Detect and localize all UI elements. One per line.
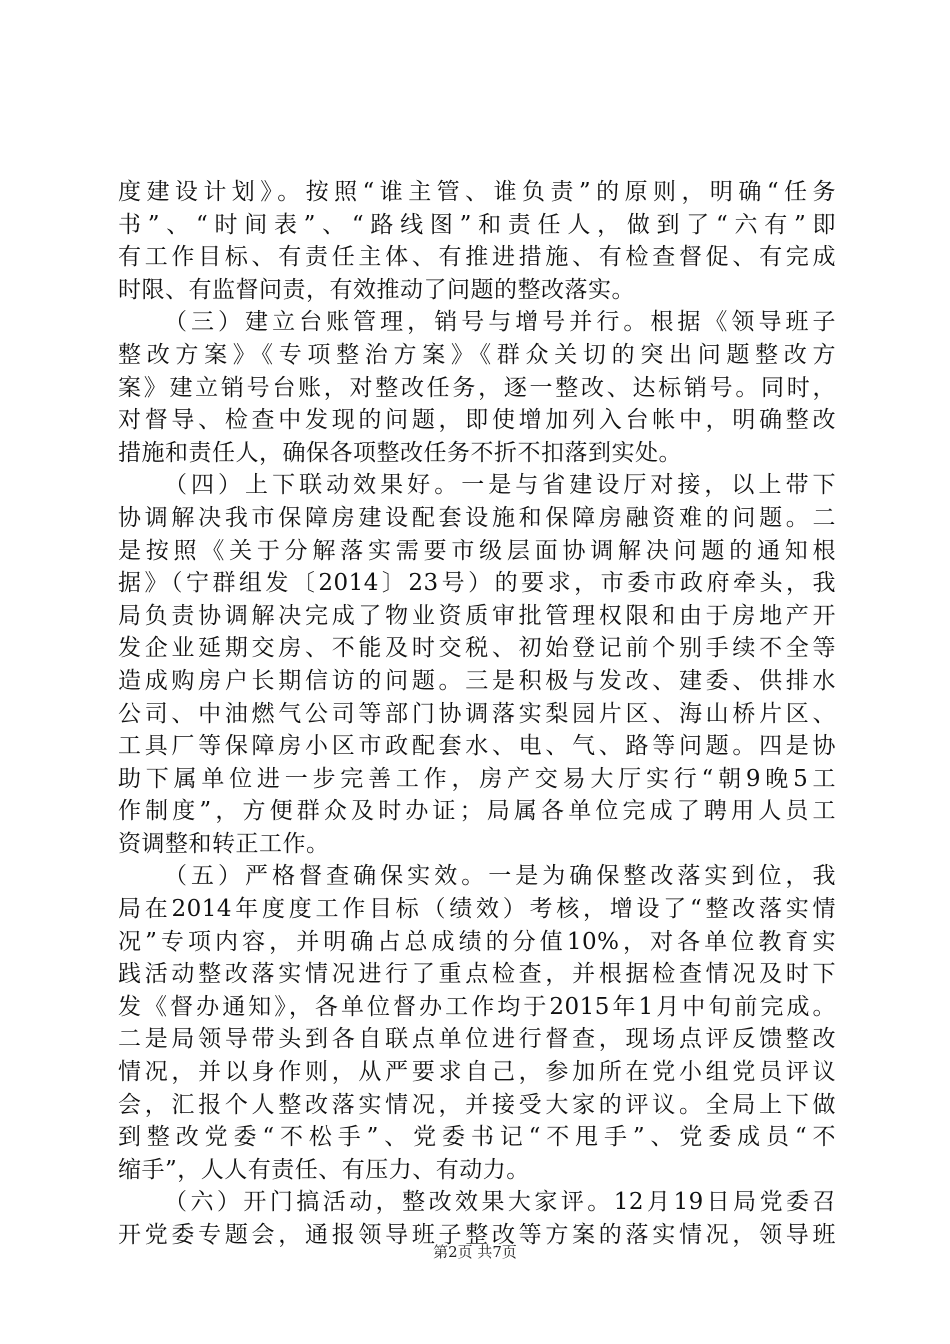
text-line: 协调解决我市保障房建设配套设施和保障房融资难的问题。二	[118, 504, 836, 531]
text-line: 局负责协调解决完成了物业资质审批管理权限和由于房地产开	[118, 602, 836, 629]
text-line: 工具厂等保障房小区市政配套水、电、气、路等问题。四是协	[118, 733, 836, 760]
text-line: 措施和责任人，确保各项整改任务不折不扣落到实处。	[118, 439, 682, 466]
text-line: （六）开门搞活动，整改效果大家评。12月19日局党委召	[164, 1189, 836, 1216]
page-number-label: 第2页 共7页	[433, 1243, 517, 1261]
text-line: 是按照《关于分解落实需要市级层面协调解决问题的通知根	[118, 537, 836, 564]
text-line: 局在2014年度度工作目标（绩效）考核，增设了“整改落实情	[118, 896, 836, 923]
text-line: 情况，并以身作则，从严要求自己，参加所在党小组党员评议	[118, 1059, 836, 1086]
text-line: 况”专项内容，并明确占总成绩的分值10%，对各单位教育实	[118, 928, 836, 955]
text-line: 整改方案》《专项整治方案》《群众关切的突出问题整改方	[118, 341, 836, 368]
text-line: 发《督办通知》，各单位督办工作均于2015年1月中旬前完成。	[118, 993, 836, 1020]
text-line: 到整改党委“不松手”、党委书记“不甩手”、党委成员“不	[118, 1124, 836, 1151]
text-line: 资调整和转正工作。	[118, 830, 330, 857]
document-body	[118, 176, 836, 1252]
page-footer	[0, 1242, 950, 1262]
text-line: 书”、“时间表”、“路线图”和责任人，做到了“六有”即	[118, 211, 836, 238]
text-line: 会，汇报个人整改落实情况，并接受大家的评议。全局上下做	[118, 1091, 836, 1118]
text-line: 作制度”，方便群众及时办证；局属各单位完成了聘用人员工	[118, 798, 836, 825]
text-line: 践活动整改落实情况进行了重点检查，并根据检查情况及时下	[118, 961, 836, 988]
text-line: （四）上下联动效果好。一是与省建设厅对接，以上带下	[164, 472, 836, 499]
text-line: 据》（宁群组发〔2014〕23号）的要求，市委市政府牵头，我	[118, 570, 836, 597]
text-line: 度建设计划》。按照“谁主管、谁负责”的原则，明确“任务	[118, 179, 836, 205]
text-line: 造成购房户长期信访的问题。三是积极与发改、建委、供排水	[118, 667, 836, 694]
text-line: 发企业延期交房、不能及时交税、初始登记前个别手续不全等	[118, 635, 836, 662]
text-line: 有工作目标、有责任主体、有推进措施、有检查督促、有完成	[118, 244, 836, 271]
text-line: 缩手”，人人有责任、有压力、有动力。	[118, 1156, 530, 1183]
text-line: 二是局领导带头到各自联点单位进行督查，现场点评反馈整改	[118, 1026, 836, 1053]
text-line: 开党委专题会，通报领导班子整改等方案的落实情况，领导班	[118, 1222, 836, 1248]
text-line: 助下属单位进一步完善工作，房产交易大厅实行“朝9晚5工	[118, 765, 836, 792]
text-line: 对督导、检查中发现的问题，即使增加列入台帐中，明确整改	[118, 407, 836, 434]
text-line: 案》建立销号台账，对整改任务，逐一整改、达标销号。同时，	[118, 374, 836, 401]
text-line: 时限、有监督问责，有效推动了问题的整改落实。	[118, 276, 635, 303]
text-line: （五）严格督查确保实效。一是为确保整改落实到位，我	[164, 863, 836, 890]
text-line: 公司、中油燃气公司等部门协调落实梨园片区、海山桥片区、	[118, 700, 836, 727]
text-line: （三）建立台账管理，销号与增号并行。根据《领导班子	[164, 309, 836, 336]
